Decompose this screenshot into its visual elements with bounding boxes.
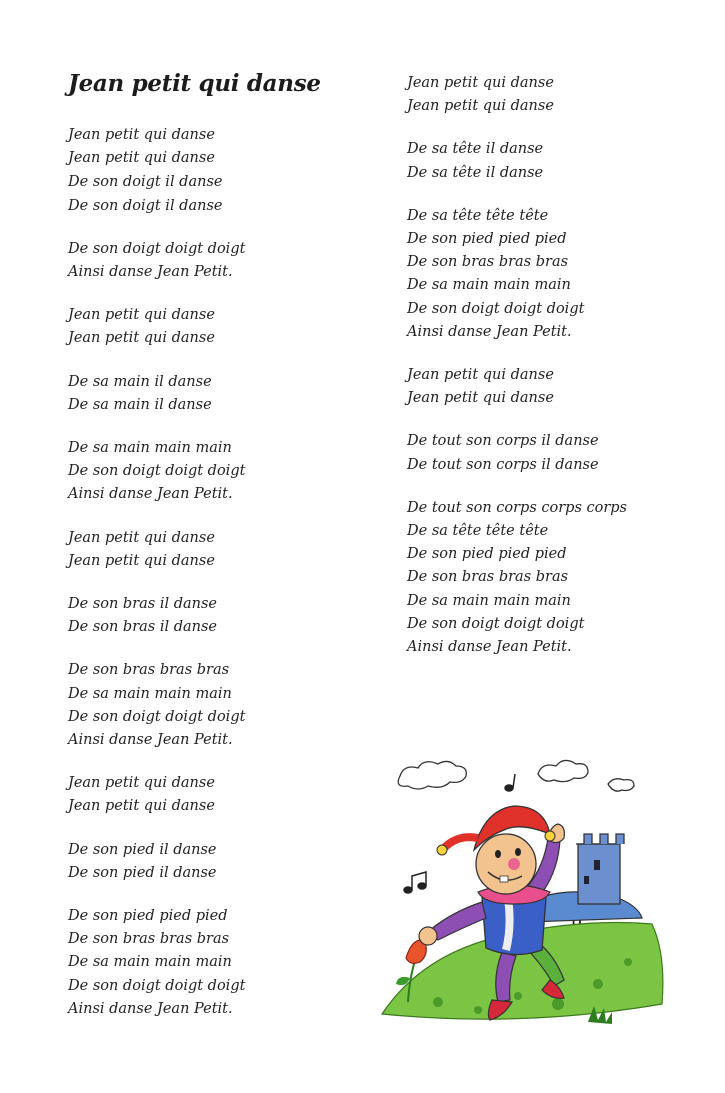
lyric-line: De tout son corps corps corps bbox=[407, 499, 627, 516]
lyric-line: De son doigt il danse bbox=[68, 197, 223, 214]
lyric-line: De son doigt il danse bbox=[68, 174, 223, 191]
lyric-line: Ainsi danse Jean Petit. bbox=[407, 323, 572, 340]
stanza bbox=[68, 839, 388, 885]
lyric-line: De son pied il danse bbox=[68, 841, 217, 858]
stanza bbox=[68, 124, 388, 170]
lyric-line: Jean petit qui danse bbox=[68, 775, 215, 792]
lyric-line: Ainsi danse Jean Petit. bbox=[68, 732, 233, 749]
lyric-line: De son bras bras bras bbox=[68, 662, 230, 679]
lyric-line: De sa main main main bbox=[68, 440, 232, 457]
dancing-jester-illustration bbox=[378, 752, 668, 1042]
stanza bbox=[407, 364, 717, 410]
stanza bbox=[68, 593, 388, 639]
lyric-line: De son doigt doigt doigt bbox=[68, 708, 246, 725]
lyrics-left-column bbox=[68, 124, 388, 1021]
lyric-line: De son bras il danse bbox=[68, 619, 218, 636]
lyric-line: De sa main il danse bbox=[68, 373, 212, 390]
lyric-line: Ainsi danse Jean Petit. bbox=[68, 264, 233, 281]
lyric-line: De sa tête il danse bbox=[407, 164, 544, 181]
stanza bbox=[68, 905, 388, 1021]
lyric-line: De son doigt doigt doigt bbox=[68, 977, 246, 994]
song-title: Jean petit qui danse bbox=[68, 70, 321, 97]
cloud-icon bbox=[538, 760, 588, 781]
stanza bbox=[68, 659, 388, 752]
lyric-line: Ainsi danse Jean Petit. bbox=[407, 639, 572, 656]
lyric-line: Jean petit qui danse bbox=[68, 529, 215, 546]
lyric-line: De son doigt doigt doigt bbox=[68, 240, 246, 257]
lyric-line: De son pied pied pied bbox=[68, 908, 228, 925]
stanza bbox=[407, 72, 717, 118]
lyric-line: Jean petit qui danse bbox=[407, 390, 554, 407]
stanza bbox=[68, 772, 388, 818]
cloud-icon bbox=[398, 761, 466, 789]
lyric-line: Jean petit qui danse bbox=[68, 127, 215, 143]
lyric-line: De sa main main main bbox=[68, 685, 232, 702]
music-note-icon bbox=[505, 774, 515, 791]
lyric-line: De sa main main main bbox=[407, 277, 571, 294]
lyric-line: De sa main il danse bbox=[68, 396, 212, 413]
lyric-line: De tout son corps il danse bbox=[407, 456, 599, 473]
stanza bbox=[407, 138, 717, 184]
lyric-line: Jean petit qui danse bbox=[407, 98, 554, 115]
lyric-line: Jean petit qui danse bbox=[407, 367, 554, 384]
lyric-line: Jean petit qui danse bbox=[407, 75, 554, 91]
lyric-line: De son pied il danse bbox=[68, 864, 217, 881]
cloud-icon bbox=[608, 779, 634, 791]
stanza bbox=[407, 430, 717, 476]
lyric-line: Ainsi danse Jean Petit. bbox=[68, 1000, 233, 1017]
lyric-line: De son bras il danse bbox=[68, 596, 218, 613]
lyric-line: De son pied pied pied bbox=[407, 231, 567, 248]
lyric-line: De son pied pied pied bbox=[407, 546, 567, 563]
stanza bbox=[68, 171, 388, 217]
lyric-line: De sa tête il danse bbox=[407, 141, 544, 158]
lyric-line: Jean petit qui danse bbox=[68, 798, 215, 815]
lyric-line: De sa tête tête tête bbox=[407, 207, 549, 224]
lyric-line: De tout son corps il danse bbox=[407, 433, 599, 450]
stanza bbox=[68, 371, 388, 417]
lyric-line: Jean petit qui danse bbox=[68, 552, 215, 569]
lyric-line: De son doigt doigt doigt bbox=[407, 300, 585, 317]
stanza bbox=[68, 527, 388, 573]
lyric-line: De son bras bras bras bbox=[407, 569, 569, 586]
lyric-line: Jean petit qui danse bbox=[68, 150, 215, 167]
lyrics-right-column bbox=[407, 72, 717, 659]
lyric-line: De sa main main main bbox=[68, 954, 232, 971]
stanza bbox=[68, 437, 388, 507]
lyric-line: Jean petit qui danse bbox=[68, 307, 215, 324]
lyric-line: De son bras bras bras bbox=[68, 931, 230, 948]
stanza bbox=[68, 238, 388, 284]
lyric-line: De son doigt doigt doigt bbox=[407, 615, 585, 632]
lyric-line: De son bras bras bras bbox=[407, 254, 569, 271]
stanza bbox=[407, 205, 717, 344]
stanza bbox=[407, 497, 717, 659]
stanza bbox=[68, 304, 388, 350]
music-note-icon bbox=[404, 872, 426, 893]
lyric-line: De sa main main main bbox=[407, 592, 571, 609]
lyric-line: De son doigt doigt doigt bbox=[68, 463, 246, 480]
lyric-line: Ainsi danse Jean Petit. bbox=[68, 486, 233, 503]
lyric-line: De sa tête tête tête bbox=[407, 523, 549, 540]
lyric-line: Jean petit qui danse bbox=[68, 330, 215, 347]
